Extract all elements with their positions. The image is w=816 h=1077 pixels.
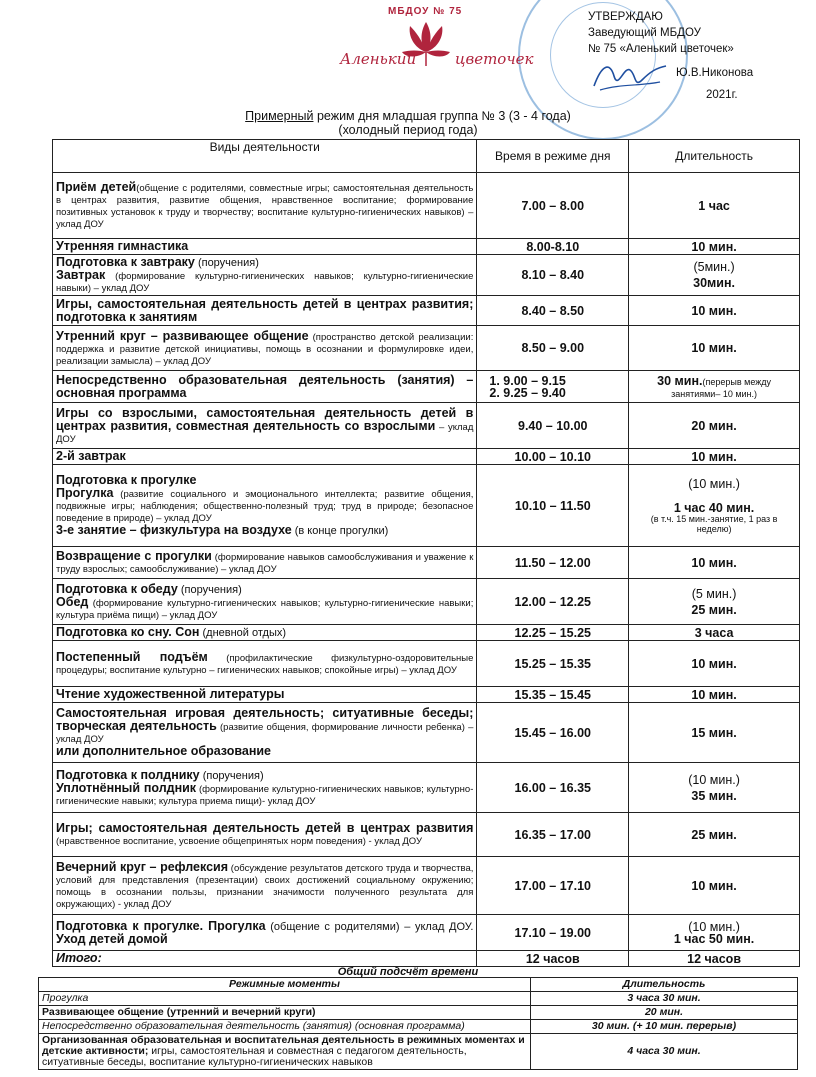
table-row: [53, 951, 800, 967]
duration-cell: [629, 296, 800, 326]
activity-title: Подготовка к завтраку: [56, 255, 195, 269]
activity-description: (нравственное воспитание, усвоение общепринятых норм поведения) - уклад ДОУ: [56, 836, 423, 847]
activity-cell: [53, 449, 477, 465]
summary-label: игры, самостоятельная и совместная с педагогом деятельность, ситуативные беседы, воспитание культурно-гигиенических навыков: [42, 1045, 467, 1068]
duration-value: 30мин.: [693, 276, 735, 290]
duration-value: 1 час 50 мин.: [673, 931, 755, 946]
activity-extra-note: (в конце прогулки): [291, 525, 389, 537]
time-cell: [477, 239, 629, 255]
activity-subtitle: Уплотнённый полдник: [56, 780, 197, 795]
time-value: 16.35 – 17.00: [514, 827, 591, 842]
duration-cell: [629, 403, 800, 449]
summary-label-cell: [39, 1020, 531, 1034]
duration-prep: (10 мин.): [688, 919, 740, 934]
activity-description: (формирование культурно-гигиенических навыков; культурно-гигиенические навыки; культура приёма пищи) – уклад ДОУ: [56, 597, 474, 621]
activity-cell: [53, 763, 477, 813]
time-cell: [477, 703, 629, 763]
summary-header-duration: Длительность: [531, 978, 798, 992]
time-value-2: 2. 9.25 – 9.40: [489, 385, 566, 400]
duration-cell: [629, 915, 800, 951]
summary-label-cell: [39, 992, 531, 1006]
activity-description: (обсуждение результатов детского труда и творчества, условий для представления (презентации) своих достижений социальному окружению; помощь в осознании пользы, признании значимости полученного результата для окружающих) - уклад ДОУ: [56, 863, 474, 910]
logo-name-right: цветочек: [455, 50, 534, 68]
table-row: [53, 173, 800, 239]
time-value: 12 часов: [525, 951, 580, 966]
duration-value: 1 час: [698, 198, 730, 213]
activity-title: Игры со взрослыми, самостоятельная деятельность детей в центрах развития, совместная деятельность со взрослыми: [56, 405, 474, 433]
schedule-table: [52, 139, 800, 967]
activity-title: Возвращение с прогулки: [56, 549, 212, 563]
time-value: 12.00 – 12.25: [514, 594, 591, 609]
approval-signatory: Ю.В.Никонова: [676, 67, 754, 79]
duration-cell: [629, 813, 800, 857]
duration-cell: [629, 579, 800, 625]
table-row: [53, 641, 800, 687]
time-value: 8.10 – 8.40: [521, 268, 585, 282]
title-rest: режим дня младшая группа № 3 (3 - 4 года): [313, 109, 571, 123]
approval-year: 2021г.: [706, 89, 738, 101]
time-value: 10.00 – 10.10: [514, 449, 591, 464]
summary-value: 20 мин.: [531, 1006, 798, 1020]
duration-value: 10 мин.: [691, 878, 737, 893]
duration-value: 25 мин.: [691, 602, 737, 617]
table-row: [53, 579, 800, 625]
activity-title: Подготовка к прогулке. Прогулка: [56, 918, 266, 933]
time-cell: [477, 326, 629, 371]
activity-title: Подготовка к обеду: [56, 581, 178, 596]
summary-label-bold: Организованная образовательная и воспитательная деятельность в режимных моментах и детские активности;: [42, 1034, 525, 1057]
time-cell: [477, 625, 629, 641]
activity-cell: [53, 915, 477, 951]
summary-row: [39, 1006, 798, 1020]
duration-value: 10 мин.: [691, 555, 737, 570]
total-label: Итого:: [56, 951, 102, 965]
header-duration: Длительность: [629, 140, 800, 173]
activity-cell: [53, 239, 477, 255]
summary-row: [39, 992, 798, 1006]
time-cell: [477, 951, 629, 967]
activity-cell: [53, 703, 477, 763]
time-cell: [477, 449, 629, 465]
activity-title: Утренний круг – развивающее общение: [56, 328, 309, 343]
duration-value: 3 часа: [694, 625, 734, 640]
table-row: [53, 239, 800, 255]
table-row: [53, 326, 800, 371]
duration-value: 10 мин.: [691, 687, 737, 702]
duration-cell: [629, 951, 800, 967]
time-cell: [477, 763, 629, 813]
duration-value: 25 мин.: [691, 827, 737, 842]
activity-description: (общение с родителями, совместные игры; самостоятельная деятельность в центрах развития, развитие общения, нравственное воспитание; формирование позитивных установок к труду и творчеству; воспитание культурно-гигиенических навыков) – уклад ДОУ: [56, 183, 474, 230]
activity-cell: [53, 579, 477, 625]
duration-value: 12 часов: [687, 951, 741, 966]
time-value: 9.40 – 10.00: [518, 418, 588, 433]
activity-cell: [53, 813, 477, 857]
activity-description: (профилактические физкультурно-оздоровительные процедуры; воспитание культурно – гигиенических навыков; спокойные игры) – уклад ДОУ: [56, 653, 474, 676]
logo-name-left: Аленький: [340, 50, 417, 68]
time-value: 8.40 – 8.50: [521, 303, 585, 318]
duration-cell: [629, 255, 800, 296]
summary-table: [38, 977, 798, 1070]
time-cell: [477, 687, 629, 703]
time-cell: [477, 403, 629, 449]
signature-icon: [590, 56, 670, 96]
logo-caption: МБДОУ № 75: [388, 6, 463, 17]
table-row: [53, 547, 800, 579]
activity-title: Вечерний круг – рефлексия: [56, 860, 229, 874]
summary-header-row: [39, 978, 798, 992]
activity-title-note: (дневной отдых): [199, 627, 287, 639]
activity-description: (формирование культурно-гигиенических навыков; культурно-гигиенические навыки) – уклад ДОУ: [56, 271, 474, 294]
title-underlined: Примерный: [245, 109, 314, 123]
duration-prep: (5мин.): [693, 260, 735, 274]
schedule-header-row: [53, 140, 800, 173]
activity-cell: [53, 465, 477, 547]
activity-subtitle: Уход детей домой: [56, 931, 168, 946]
activity-title-note: (поручения): [199, 769, 264, 782]
activity-cell: [53, 255, 477, 296]
duration-cell: [629, 547, 800, 579]
title-subtitle: (холодный период года): [338, 123, 478, 137]
summary-value: 3 часа 30 мин.: [531, 992, 798, 1006]
summary-value: 30 мин. (+ 10 мин. перерыв): [531, 1020, 798, 1034]
activity-title: Утренняя гимнастика: [56, 239, 189, 253]
duration-value: 10 мин.: [691, 656, 737, 671]
table-row: [53, 465, 800, 547]
activity-cell: [53, 857, 477, 915]
activity-title: Самостоятельная игровая деятельность; ситуативные беседы; творческая деятельность: [56, 706, 474, 733]
duration-value: 10 мин.: [691, 239, 737, 254]
activity-description: (развитие социального и эмоционального интеллекта; развитие общения, подвижные игры; наблюдения; общественно-полезный труд; труд в природе; безопасное поведение в природе) – уклад ДОУ: [56, 489, 474, 524]
time-value: 15.35 – 15.45: [514, 687, 591, 702]
table-row: [53, 255, 800, 296]
table-row: [53, 703, 800, 763]
time-value: 7.00 – 8.00: [521, 198, 585, 213]
time-cell: [477, 173, 629, 239]
time-value: 17.00 – 17.10: [514, 878, 591, 893]
table-row: [53, 449, 800, 465]
table-row: [53, 687, 800, 703]
summary-label: Прогулка: [42, 992, 89, 1004]
activity-description: (формирование навыков самообслуживания и уважение к труду взрослых; самообслуживание) – уклад ДОУ: [56, 552, 474, 575]
activity-title-note: (поручения): [194, 257, 259, 269]
summary-label-cell: [39, 1006, 531, 1020]
time-cell: [477, 371, 629, 403]
activity-title: Подготовка ко сну. Сон: [56, 625, 200, 639]
activity-title: Непосредственно образовательная деятельность (занятия) – основная программа: [56, 372, 474, 400]
summary-label: Непосредственно образовательная деятельность (занятия) (основная программа): [42, 1020, 465, 1032]
duration-value: 35 мин.: [691, 788, 737, 803]
approval-line-3: № 75 «Аленький цветочек»: [588, 43, 734, 55]
summary-label-cell: [39, 1034, 531, 1070]
activity-title-note: (общение с родителями) – уклад ДОУ.: [265, 920, 474, 933]
activity-description: (пространство детской реализации: поддержка и развитие детской инициативы, помощь в осознании и формулировке идеи, реализации замысла) – уклад ДОУ: [56, 331, 474, 367]
duration-value: 10 мин.: [691, 303, 737, 318]
time-cell: [477, 547, 629, 579]
time-cell: [477, 465, 629, 547]
summary-value: 4 часа 30 мин.: [531, 1034, 798, 1070]
table-row: [53, 915, 800, 951]
activity-cell: [53, 547, 477, 579]
duration-cell: [629, 465, 800, 547]
duration-prep: (10 мин.): [688, 772, 740, 787]
time-value: 15.45 – 16.00: [514, 725, 591, 740]
activity-subtitle: Завтрак: [56, 268, 106, 282]
duration-value: 30 мин.: [657, 373, 703, 388]
activity-title: Приём детей: [56, 180, 137, 194]
activity-cell: [53, 687, 477, 703]
approval-line-1: УТВЕРЖДАЮ: [588, 11, 663, 23]
activity-cell: [53, 951, 477, 967]
duration-value: 10 мин.: [691, 341, 737, 355]
duration-value: 10 мин.: [691, 449, 737, 464]
activity-cell: [53, 296, 477, 326]
table-row: [53, 763, 800, 813]
duration-cell: [629, 449, 800, 465]
activity-title: Постепенный подъём: [56, 650, 208, 664]
time-value: 15.25 – 15.35: [514, 656, 591, 671]
activity-title: Чтение художественной литературы: [56, 687, 285, 701]
summary-row: [39, 1034, 798, 1070]
activity-title: 2-й завтрак: [56, 449, 126, 463]
time-value: 1. 9.00 – 9.15: [489, 373, 566, 388]
time-value: 12.25 – 15.25: [514, 625, 591, 640]
duration-cell: [629, 371, 800, 403]
activity-title-note: (поручения): [177, 583, 242, 596]
time-value: 17.10 – 19.00: [514, 925, 591, 940]
page-title: [0, 109, 816, 137]
activity-title: Подготовка к полднику: [56, 767, 200, 782]
duration-prep: (10 мин.): [688, 476, 740, 491]
activity-title: Игры, самостоятельная деятельность детей в центрах развития; подготовка к занятиям: [56, 296, 474, 324]
duration-cell: [629, 857, 800, 915]
duration-cell: [629, 239, 800, 255]
time-cell: [477, 641, 629, 687]
summary-label: Развивающее общение (утренний и вечерний круги): [42, 1006, 316, 1018]
duration-note: (перерыв между занятиями– 10 мин.): [671, 376, 771, 399]
activity-subtitle: Прогулка: [56, 486, 114, 500]
activity-cell: [53, 326, 477, 371]
activity-cell: [53, 403, 477, 449]
time-value: 16.00 – 16.35: [514, 780, 591, 795]
duration-cell: [629, 641, 800, 687]
duration-value: 15 мин.: [691, 725, 737, 740]
duration-cell: [629, 763, 800, 813]
duration-value: 20 мин.: [691, 418, 737, 433]
duration-cell: [629, 625, 800, 641]
activity-description: (формирование культурно-гигиенических навыков; культурно-гигиенические навыки; культура приема пищи)- уклад ДОУ: [56, 783, 474, 807]
table-row: [53, 403, 800, 449]
table-row: [53, 857, 800, 915]
summary-caption: Общий подсчёт времени: [337, 966, 479, 978]
duration-note: (в т.ч. 15 мин.-занятие, 1 раз в неделю): [650, 513, 778, 534]
time-value: 10.10 – 11.50: [514, 498, 591, 513]
duration-cell: [629, 687, 800, 703]
duration-prep: (5 мин.): [691, 586, 737, 601]
activity-subtitle: Обед: [56, 594, 89, 609]
activity-cell: [53, 641, 477, 687]
activity-description: – уклад ДОУ: [56, 421, 474, 445]
header-time: Время в режиме дня: [477, 140, 629, 173]
duration-value: 1 час 40 мин.: [673, 500, 755, 515]
time-cell: [477, 857, 629, 915]
time-cell: [477, 255, 629, 296]
duration-cell: [629, 326, 800, 371]
duration-cell: [629, 703, 800, 763]
table-row: [53, 371, 800, 403]
activity-cell: [53, 371, 477, 403]
activity-title: Подготовка к прогулке: [56, 473, 197, 487]
approval-line-2: Заведующий МБДОУ: [588, 27, 701, 39]
summary-header-moments: Режимные моменты: [39, 978, 531, 992]
duration-cell: [629, 173, 800, 239]
activity-cell: [53, 173, 477, 239]
table-row: [53, 296, 800, 326]
time-cell: [477, 915, 629, 951]
activity-title: Игры; самостоятельная деятельность детей в центрах развития: [56, 821, 474, 835]
activity-extra: или дополнительное образование: [56, 744, 272, 758]
activity-cell: [53, 625, 477, 641]
time-value: 8.00-8.10: [526, 239, 580, 254]
activity-description: (развитие общения, формирование личности ребенка) – уклад ДОУ: [56, 722, 474, 745]
time-value: 8.50 – 9.00: [521, 341, 585, 355]
table-row: [53, 813, 800, 857]
header-activity: Виды деятельности: [53, 140, 477, 173]
time-value: 11.50 – 12.00: [514, 555, 591, 570]
time-cell: [477, 813, 629, 857]
time-cell: [477, 579, 629, 625]
table-row: [53, 625, 800, 641]
activity-extra: 3-е занятие – физкультура на воздухе: [56, 523, 292, 537]
summary-row: [39, 1020, 798, 1034]
time-cell: [477, 296, 629, 326]
